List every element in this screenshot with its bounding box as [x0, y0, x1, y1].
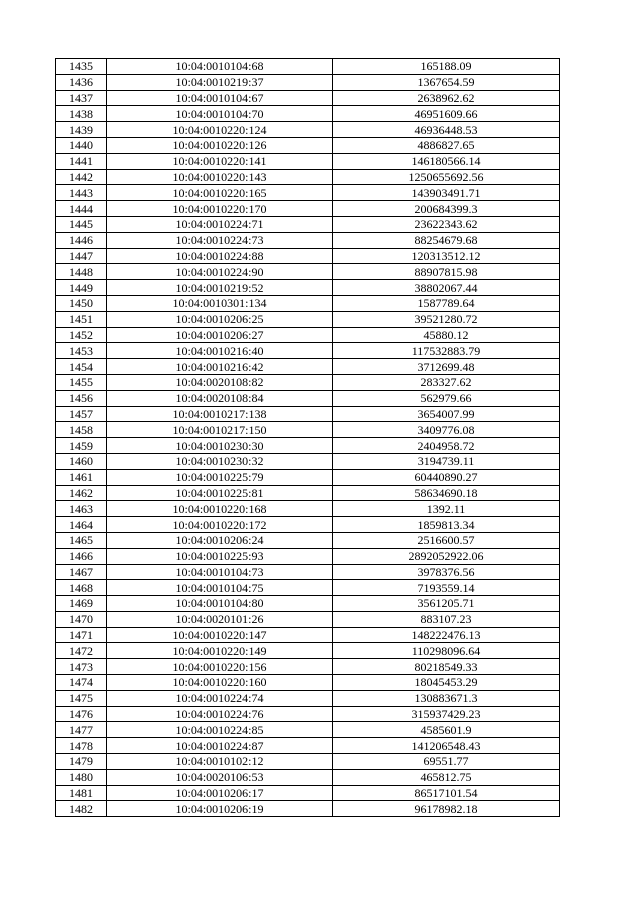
cadastral-number-cell: 10:04:0010224:87 [107, 738, 333, 754]
table-row [56, 90, 560, 106]
cadastral-number-cell: 10:04:0010206:27 [107, 327, 333, 343]
row-number-cell: 1443 [56, 185, 107, 201]
table-row [56, 295, 560, 311]
cadastral-number-cell: 10:04:0010104:80 [107, 596, 333, 612]
value-cell: 88254679.68 [333, 232, 560, 248]
table-row [56, 264, 560, 280]
cadastral-number-cell: 10:04:0010104:73 [107, 564, 333, 580]
cadastral-number-cell: 10:04:0010104:75 [107, 580, 333, 596]
cadastral-number-cell: 10:04:0010301:134 [107, 295, 333, 311]
table-row [56, 169, 560, 185]
row-number-cell: 1465 [56, 532, 107, 548]
value-cell: 60440890.27 [333, 469, 560, 485]
cadastral-number-cell: 10:04:0010220:168 [107, 501, 333, 517]
row-number-cell: 1476 [56, 706, 107, 722]
value-cell: 38802067.44 [333, 280, 560, 296]
records-table-body [56, 59, 560, 817]
cadastral-number-cell: 10:04:0010104:68 [107, 59, 333, 75]
value-cell: 88907815.98 [333, 264, 560, 280]
row-number-cell: 1475 [56, 690, 107, 706]
row-number-cell: 1461 [56, 469, 107, 485]
cadastral-number-cell: 10:04:0020108:82 [107, 374, 333, 390]
table-row [56, 469, 560, 485]
cadastral-number-cell: 10:04:0010217:138 [107, 406, 333, 422]
table-row [56, 801, 560, 817]
table-row [56, 106, 560, 122]
value-cell: 110298096.64 [333, 643, 560, 659]
table-row [56, 627, 560, 643]
row-number-cell: 1458 [56, 422, 107, 438]
cadastral-number-cell: 10:04:0010216:40 [107, 343, 333, 359]
cadastral-number-cell: 10:04:0010206:17 [107, 785, 333, 801]
cadastral-number-cell: 10:04:0010216:42 [107, 359, 333, 375]
row-number-cell: 1447 [56, 248, 107, 264]
cadastral-number-cell: 10:04:0010230:32 [107, 453, 333, 469]
records-table [55, 58, 560, 817]
value-cell: 562979.66 [333, 390, 560, 406]
row-number-cell: 1454 [56, 359, 107, 375]
table-row [56, 422, 560, 438]
cadastral-number-cell: 10:04:0010224:71 [107, 216, 333, 232]
table-row [56, 137, 560, 153]
table-row [56, 185, 560, 201]
row-number-cell: 1439 [56, 122, 107, 138]
cadastral-number-cell: 10:04:0010225:79 [107, 469, 333, 485]
cadastral-number-cell: 10:04:0010220:170 [107, 201, 333, 217]
row-number-cell: 1457 [56, 406, 107, 422]
table-row [56, 438, 560, 454]
row-number-cell: 1449 [56, 280, 107, 296]
value-cell: 165188.09 [333, 59, 560, 75]
table-row [56, 659, 560, 675]
value-cell: 883107.23 [333, 611, 560, 627]
table-row [56, 517, 560, 533]
row-number-cell: 1459 [56, 438, 107, 454]
row-number-cell: 1468 [56, 580, 107, 596]
value-cell: 315937429.23 [333, 706, 560, 722]
row-number-cell: 1473 [56, 659, 107, 675]
cadastral-number-cell: 10:04:0010104:67 [107, 90, 333, 106]
value-cell: 130883671.3 [333, 690, 560, 706]
cadastral-number-cell: 10:04:0010220:160 [107, 675, 333, 691]
value-cell: 200684399.3 [333, 201, 560, 217]
row-number-cell: 1435 [56, 59, 107, 75]
value-cell: 2638962.62 [333, 90, 560, 106]
cadastral-number-cell: 10:04:0010206:19 [107, 801, 333, 817]
table-row [56, 201, 560, 217]
cadastral-number-cell: 10:04:0010219:37 [107, 74, 333, 90]
table-row [56, 216, 560, 232]
value-cell: 1392.11 [333, 501, 560, 517]
row-number-cell: 1448 [56, 264, 107, 280]
cadastral-number-cell: 10:04:0010230:30 [107, 438, 333, 454]
row-number-cell: 1480 [56, 769, 107, 785]
value-cell: 1587789.64 [333, 295, 560, 311]
row-number-cell: 1437 [56, 90, 107, 106]
value-cell: 2516600.57 [333, 532, 560, 548]
value-cell: 1367654.59 [333, 74, 560, 90]
value-cell: 3194739.11 [333, 453, 560, 469]
table-row [56, 769, 560, 785]
cadastral-number-cell: 10:04:0010206:24 [107, 532, 333, 548]
value-cell: 3654007.99 [333, 406, 560, 422]
value-cell: 148222476.13 [333, 627, 560, 643]
value-cell: 46936448.53 [333, 122, 560, 138]
cadastral-number-cell: 10:04:0010225:93 [107, 548, 333, 564]
cadastral-number-cell: 10:04:0010220:156 [107, 659, 333, 675]
table-row [56, 754, 560, 770]
cadastral-number-cell: 10:04:0020106:53 [107, 769, 333, 785]
row-number-cell: 1452 [56, 327, 107, 343]
row-number-cell: 1440 [56, 137, 107, 153]
value-cell: 2404958.72 [333, 438, 560, 454]
value-cell: 117532883.79 [333, 343, 560, 359]
table-row [56, 343, 560, 359]
table-row [56, 548, 560, 564]
row-number-cell: 1451 [56, 311, 107, 327]
row-number-cell: 1472 [56, 643, 107, 659]
table-row [56, 690, 560, 706]
cadastral-number-cell: 10:04:0010224:73 [107, 232, 333, 248]
cadastral-number-cell: 10:04:0010220:126 [107, 137, 333, 153]
value-cell: 69551.77 [333, 754, 560, 770]
value-cell: 3978376.56 [333, 564, 560, 580]
row-number-cell: 1467 [56, 564, 107, 580]
cadastral-number-cell: 10:04:0010102:12 [107, 754, 333, 770]
value-cell: 23622343.62 [333, 216, 560, 232]
table-row [56, 406, 560, 422]
value-cell: 80218549.33 [333, 659, 560, 675]
table-row [56, 675, 560, 691]
value-cell: 120313512.12 [333, 248, 560, 264]
row-number-cell: 1463 [56, 501, 107, 517]
row-number-cell: 1445 [56, 216, 107, 232]
cadastral-number-cell: 10:04:0010220:165 [107, 185, 333, 201]
table-row [56, 611, 560, 627]
row-number-cell: 1456 [56, 390, 107, 406]
row-number-cell: 1482 [56, 801, 107, 817]
table-row [56, 390, 560, 406]
cadastral-number-cell: 10:04:0010220:143 [107, 169, 333, 185]
cadastral-number-cell: 10:04:0010224:85 [107, 722, 333, 738]
table-row [56, 485, 560, 501]
value-cell: 46951609.66 [333, 106, 560, 122]
value-cell: 18045453.29 [333, 675, 560, 691]
row-number-cell: 1469 [56, 596, 107, 612]
cadastral-number-cell: 10:04:0010220:172 [107, 517, 333, 533]
row-number-cell: 1477 [56, 722, 107, 738]
table-row [56, 248, 560, 264]
value-cell: 465812.75 [333, 769, 560, 785]
row-number-cell: 1450 [56, 295, 107, 311]
cadastral-number-cell: 10:04:0010220:147 [107, 627, 333, 643]
row-number-cell: 1436 [56, 74, 107, 90]
cadastral-number-cell: 10:04:0010224:76 [107, 706, 333, 722]
cadastral-number-cell: 10:04:0010220:149 [107, 643, 333, 659]
table-row [56, 643, 560, 659]
table-row [56, 359, 560, 375]
row-number-cell: 1438 [56, 106, 107, 122]
row-number-cell: 1466 [56, 548, 107, 564]
row-number-cell: 1471 [56, 627, 107, 643]
row-number-cell: 1478 [56, 738, 107, 754]
table-row [56, 122, 560, 138]
cadastral-number-cell: 10:04:0010206:25 [107, 311, 333, 327]
cadastral-number-cell: 10:04:0010224:74 [107, 690, 333, 706]
row-number-cell: 1441 [56, 153, 107, 169]
row-number-cell: 1474 [56, 675, 107, 691]
cadastral-number-cell: 10:04:0010220:141 [107, 153, 333, 169]
value-cell: 4886827.65 [333, 137, 560, 153]
row-number-cell: 1444 [56, 201, 107, 217]
table-row [56, 74, 560, 90]
table-row [56, 453, 560, 469]
row-number-cell: 1446 [56, 232, 107, 248]
value-cell: 3409776.08 [333, 422, 560, 438]
table-row [56, 532, 560, 548]
row-number-cell: 1470 [56, 611, 107, 627]
table-row [56, 280, 560, 296]
cadastral-number-cell: 10:04:0010220:124 [107, 122, 333, 138]
table-row [56, 738, 560, 754]
value-cell: 1250655692.56 [333, 169, 560, 185]
table-row [56, 580, 560, 596]
table-row [56, 785, 560, 801]
table-row [56, 501, 560, 517]
row-number-cell: 1460 [56, 453, 107, 469]
value-cell: 7193559.14 [333, 580, 560, 596]
cadastral-number-cell: 10:04:0010104:70 [107, 106, 333, 122]
table-row [56, 59, 560, 75]
table-row [56, 564, 560, 580]
value-cell: 86517101.54 [333, 785, 560, 801]
cadastral-number-cell: 10:04:0010224:90 [107, 264, 333, 280]
cadastral-number-cell: 10:04:0010224:88 [107, 248, 333, 264]
table-row [56, 327, 560, 343]
value-cell: 1859813.34 [333, 517, 560, 533]
value-cell: 45880.12 [333, 327, 560, 343]
value-cell: 58634690.18 [333, 485, 560, 501]
value-cell: 146180566.14 [333, 153, 560, 169]
cadastral-number-cell: 10:04:0010217:150 [107, 422, 333, 438]
value-cell: 141206548.43 [333, 738, 560, 754]
value-cell: 2892052922.06 [333, 548, 560, 564]
table-row [56, 153, 560, 169]
value-cell: 96178982.18 [333, 801, 560, 817]
value-cell: 3712699.48 [333, 359, 560, 375]
table-row [56, 722, 560, 738]
value-cell: 283327.62 [333, 374, 560, 390]
row-number-cell: 1453 [56, 343, 107, 359]
row-number-cell: 1479 [56, 754, 107, 770]
cadastral-number-cell: 10:04:0010219:52 [107, 280, 333, 296]
value-cell: 39521280.72 [333, 311, 560, 327]
row-number-cell: 1464 [56, 517, 107, 533]
row-number-cell: 1455 [56, 374, 107, 390]
table-row [56, 706, 560, 722]
row-number-cell: 1462 [56, 485, 107, 501]
table-row [56, 311, 560, 327]
table-row [56, 374, 560, 390]
table-row [56, 232, 560, 248]
value-cell: 3561205.71 [333, 596, 560, 612]
cadastral-number-cell: 10:04:0010225:81 [107, 485, 333, 501]
value-cell: 4585601.9 [333, 722, 560, 738]
cadastral-number-cell: 10:04:0020108:84 [107, 390, 333, 406]
row-number-cell: 1442 [56, 169, 107, 185]
table-row [56, 596, 560, 612]
cadastral-number-cell: 10:04:0020101:26 [107, 611, 333, 627]
value-cell: 143903491.71 [333, 185, 560, 201]
row-number-cell: 1481 [56, 785, 107, 801]
